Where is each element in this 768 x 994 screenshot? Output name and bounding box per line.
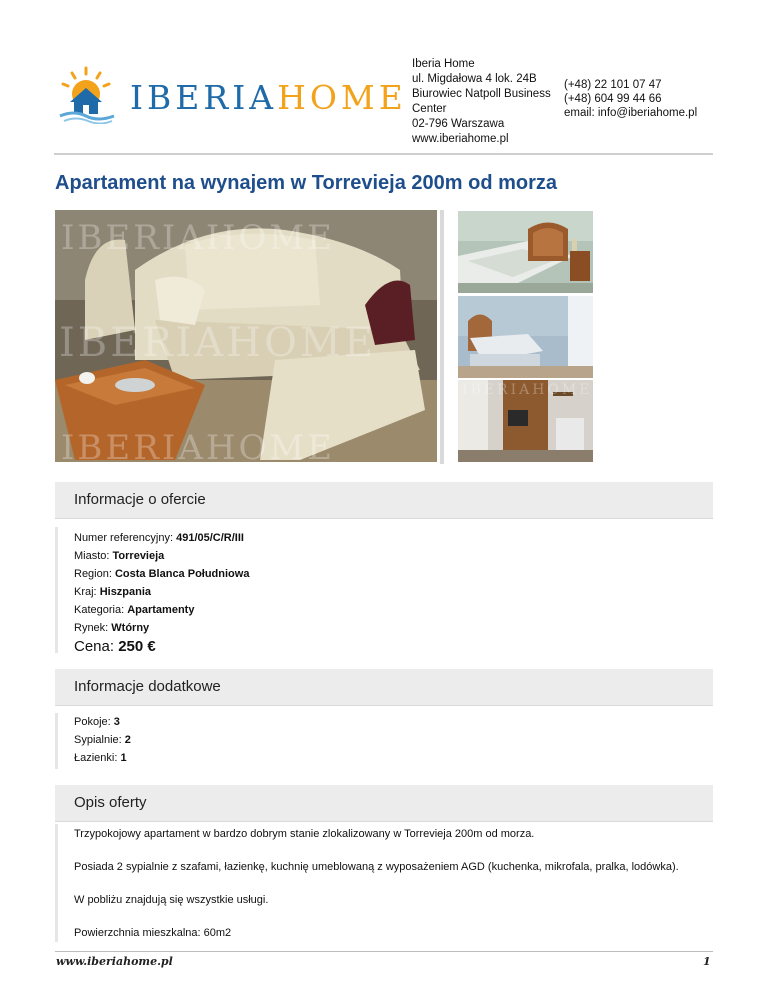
company-name: Iberia Home (412, 58, 475, 70)
photo-watermark-3: IBERIAHOME (61, 428, 335, 462)
thumbnail-bedroom-2[interactable] (458, 296, 593, 378)
country-value: Hiszpania (99, 586, 152, 598)
bedroom-photo (458, 211, 593, 293)
description-paragraph: Posiada 2 sypialnie z szafami, łazienkę, kuchnię umeblowaną z wyposażeniem AGD (kuchenka, mikrofala, pralka, lodówka). (74, 861, 679, 873)
photo-watermark-2: IBERIAHOME (59, 320, 377, 366)
company-logo (56, 64, 407, 124)
phone-2[interactable]: (+48) 604 99 44 66 (564, 93, 662, 105)
page-number: 1 (703, 955, 711, 968)
row-label: Numer referencyjny: (74, 532, 177, 544)
phone-1[interactable]: (+48) 22 101 07 47 (564, 79, 662, 91)
additional-info-header (55, 669, 713, 706)
address-building-cont: Center (412, 103, 447, 115)
row-label: Kategoria: (74, 604, 128, 616)
row-label: Miasto: (74, 550, 113, 562)
offer-row-region (74, 565, 713, 583)
thumbnail-watermark: IBERIAHOME (462, 382, 593, 398)
offer-row-country (74, 583, 713, 601)
additional-row-bathrooms (74, 749, 713, 767)
market-value: Wtórny (111, 622, 150, 634)
thumbnail-living-room[interactable] (458, 380, 593, 462)
price-value: 250 € (118, 638, 156, 655)
row-label: Rynek: (74, 622, 112, 634)
email[interactable]: email: info@iberiahome.pl (564, 107, 698, 119)
address-building: Biurowiec Natpoll Business (412, 88, 551, 100)
offer-info-heading: Informacje o ofercie (74, 491, 206, 508)
price-label: Cena: (74, 638, 119, 655)
additional-info-heading: Informacje dodatkowe (74, 678, 221, 695)
row-label: Sypialnie: (74, 734, 125, 746)
sun-house-icon (56, 64, 128, 124)
thumbnail-bedroom-1[interactable] (458, 211, 593, 293)
description-paragraph: W pobliżu znajdują się wszystkie usługi. (74, 894, 269, 906)
address-street: ul. Migdałowa 4 lok. 24B (412, 73, 537, 85)
description-paragraph: Trzypokojowy apartament w bardzo dobrym stanie zlokalizowany w Torrevieja 200m od morza. (74, 828, 535, 840)
city-value: Torrevieja (112, 550, 165, 562)
bathrooms-value: 1 (120, 752, 127, 764)
bedrooms-value: 2 (124, 734, 131, 746)
region-value: Costa Blanca Południowa (114, 568, 250, 580)
reference-number: 491/05/C/R/III (176, 532, 244, 544)
page-title: Apartament na wynajem w Torrevieja 200m od morza (55, 172, 558, 194)
row-label: Łazienki: (74, 752, 121, 764)
footer-website[interactable]: www.iberiahome.pl (56, 955, 173, 968)
main-photo[interactable] (55, 210, 437, 462)
row-label: Pokoje: (74, 716, 114, 728)
row-label: Kraj: (74, 586, 100, 598)
offer-info-header (55, 482, 713, 519)
footer-divider (55, 951, 713, 952)
company-address (412, 57, 551, 147)
second-bedroom-photo (458, 296, 593, 378)
description-header (55, 785, 713, 822)
description-paragraph: Powierzchnia mieszkalna: 60m2 (74, 927, 232, 939)
photo-watermark-1: IBERIAHOME (61, 218, 335, 258)
company-contact (564, 78, 697, 120)
description-body (55, 824, 713, 942)
logo-wordmark (130, 78, 407, 117)
row-label: Region: (74, 568, 115, 580)
additional-info-body (55, 713, 713, 769)
offer-row-price (74, 638, 713, 656)
address-city: 02-796 Warszawa (412, 118, 505, 130)
description-heading: Opis oferty (74, 794, 147, 811)
additional-row-rooms (74, 713, 713, 731)
gallery-divider (440, 210, 444, 464)
header-divider (54, 153, 713, 155)
additional-row-bedrooms (74, 731, 713, 749)
category-value: Apartamenty (127, 604, 195, 616)
rooms-value: 3 (113, 716, 120, 728)
logo-brand-accent: HOME (277, 78, 407, 117)
company-website[interactable]: www.iberiahome.pl (412, 133, 509, 145)
offer-row-market (74, 619, 713, 637)
offer-row-category (74, 601, 713, 619)
offer-row-reference (74, 529, 713, 547)
logo-brand-main: IBERIA (130, 78, 278, 117)
offer-info-body (55, 527, 713, 653)
offer-row-city (74, 547, 713, 565)
